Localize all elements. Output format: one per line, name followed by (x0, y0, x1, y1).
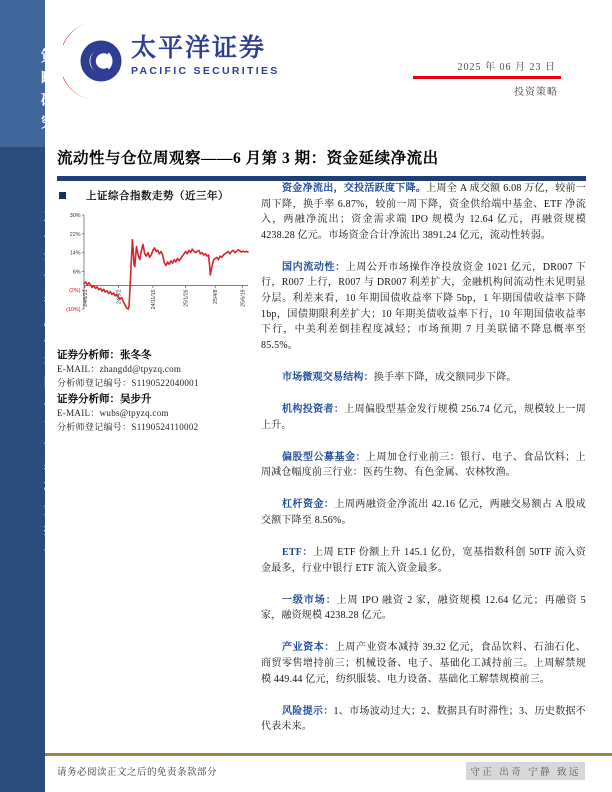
license-label: 分析师登记编号： (57, 421, 132, 432)
analyst-email-line (57, 407, 255, 421)
email-label: E-MAIL： (57, 408, 100, 418)
analyst-role: 证券分析师： (57, 394, 120, 405)
body-paragraph (261, 181, 586, 243)
paragraph-lead: 偏股型公募基金： (282, 451, 366, 463)
sse-index-chart (56, 208, 254, 337)
analyst-email: zhangdd@tpyzq.com (99, 364, 182, 374)
analyst-email: wubs@tpyzq.com (99, 408, 169, 418)
body-paragraph (261, 260, 586, 354)
svg-text:14%: 14% (69, 250, 81, 257)
svg-text:24/11/15: 24/11/15 (150, 289, 157, 310)
paragraph-lead: 杠杆资金： (282, 499, 335, 511)
body-paragraph (261, 593, 586, 624)
title-rule (57, 176, 586, 181)
pacific-securities-logo-icon (63, 21, 125, 106)
analyst-name: 吴步升 (120, 394, 152, 405)
paragraph-lead: 资金净流出，交投活跃度下降。 (282, 183, 427, 194)
footer-rule (45, 753, 612, 756)
report-title: 流动性与仓位周观察——6 月第 3 期：资金延续净流出 (57, 150, 439, 167)
email-label: E-MAIL： (57, 364, 100, 374)
analyst-role: 证券分析师： (57, 350, 120, 361)
summary-body (261, 181, 586, 751)
paragraph-text: 1、市场波动过大；2、数据具有时滞性；3、历史数据不代表未来。 (261, 705, 586, 733)
paragraph-lead: 机构投资者： (282, 404, 345, 416)
analyst-name: 张冬冬 (120, 350, 152, 361)
date-block (413, 58, 561, 98)
analyst-license-line (57, 421, 255, 435)
paragraph-text: 上周全 A 成交额 6.08 万亿，较前一周下降，换手率 6.87%，较前一周下降，资金供给端中基金、ETF 净流入，两融净流出；资金需求端 IPO 规模为 12.64 亿元，再融资规模 4238.28 亿元。市场资金合计净流出 3891.24 亿元，流动性转弱。 (261, 183, 586, 241)
body-paragraph (261, 640, 586, 687)
paragraph-text: 上周偏股型基金发行规模 256.74 亿元，规模较上一周上升。 (261, 404, 586, 431)
brand-name-cn: 太平洋证券 (131, 35, 267, 62)
sidebar-company-label: 太平洋证券股份有限公司证券研究报告 (42, 208, 57, 565)
paragraph-text: 上周产业资本减持 39.32 亿元，食品饮料、石油石化、商贸零售增持前三；机械设备、电子、基础化工减持前三。上周解禁规模 449.44 亿元，纺织服装、电力设备、基础化工解禁规模前三。 (261, 642, 587, 685)
chart-header (59, 188, 254, 203)
brand-name-en: PACIFIC SECURITIES (131, 65, 280, 77)
svg-text:30%: 30% (69, 213, 81, 219)
footer-disclaimer: 请务必阅读正文之后的免责条款部分 (57, 768, 218, 778)
paragraph-lead: ETF： (282, 547, 314, 559)
analyst-block (57, 346, 255, 434)
body-paragraph (261, 545, 586, 576)
analyst-name-line (57, 392, 255, 407)
body-paragraph (261, 402, 586, 433)
chart-title: 上证综合指数走势（近三年） (86, 191, 229, 202)
date-underline (413, 76, 561, 79)
body-paragraph (261, 497, 586, 528)
paragraph-lead: 市场微观交易结构： (282, 371, 374, 383)
svg-text:25/6/19: 25/6/19 (240, 289, 247, 307)
footer-motto: 守正 出奇 宁静 致远 (466, 762, 585, 780)
paragraph-text: 换手率下降，成交额同步下降。 (373, 371, 517, 383)
body-paragraph (261, 704, 586, 735)
bullet-square-icon (59, 192, 66, 199)
analyst-license: S1190524110002 (131, 421, 199, 432)
paragraph-lead: 产业资本： (282, 642, 335, 654)
svg-text:(2%): (2%) (69, 288, 81, 295)
body-paragraph (261, 370, 586, 386)
paragraph-text: 上周加仓行业前三：银行、电子、食品饮料；上周减仓幅度前三行业：医药生物、有色金属、农林牧渔。 (261, 451, 587, 479)
svg-text:24/9/2: 24/9/2 (116, 289, 123, 304)
svg-text:6%: 6% (72, 269, 81, 276)
paragraph-lead: 国内流动性： (282, 261, 346, 273)
svg-text:25/1/26: 25/1/26 (183, 289, 190, 307)
brand-block (131, 36, 280, 77)
svg-text:(10%): (10%) (66, 307, 81, 313)
body-paragraph (261, 450, 586, 481)
license-label: 分析师登记编号： (57, 377, 132, 388)
paragraph-lead: 一级市场： (282, 594, 337, 606)
svg-text:22%: 22% (69, 231, 81, 238)
analyst-license-line (57, 377, 255, 391)
report-category: 投资策略 (514, 87, 558, 98)
paragraph-text: 上周公开市场操作净投放资金 1021 亿元，DR007 下行，R007 上行，R007 与 DR007 利差扩大，金融机构间流动性未见明显分层。利差来看，10 年期国债收益率下降 5bp，1 年期国债收益率下降 1bp，国债期限利差扩大；10 年期美债收益率下行，10 年期国债收益率下行，中美利差倒挂程度减轻；市场预期 7 月美联储不降息概率至 85.5%。 (261, 261, 586, 351)
svg-text:24/6/21: 24/6/21 (82, 289, 89, 307)
sidebar-report-type: 策略研究 (39, 48, 55, 136)
report-date: 2025 年 06 月 23 日 (457, 62, 556, 73)
analyst-email-line (57, 363, 255, 377)
analyst-license: S1190522040001 (131, 377, 199, 388)
paragraph-text: 上周 ETF 份额上升 145.1 亿份，宽基指数科创 50TF 流入资金最多，行业中银行 ETF 流入资金最多。 (261, 547, 587, 574)
paragraph-lead: 风险提示： (282, 705, 334, 717)
svg-text:25/4/8: 25/4/8 (213, 289, 220, 304)
analyst-name-line (57, 348, 255, 363)
paragraph-text: 上周两融资金净流出 42.16 亿元，两融交易额占 A 股成交额下降至 8.56%。 (261, 499, 587, 526)
paragraph-text: 上周 IPO 融资 2 家，融资规模 12.64 亿元；再融资 5 家，融资规模 4238.28 亿元。 (261, 594, 586, 622)
